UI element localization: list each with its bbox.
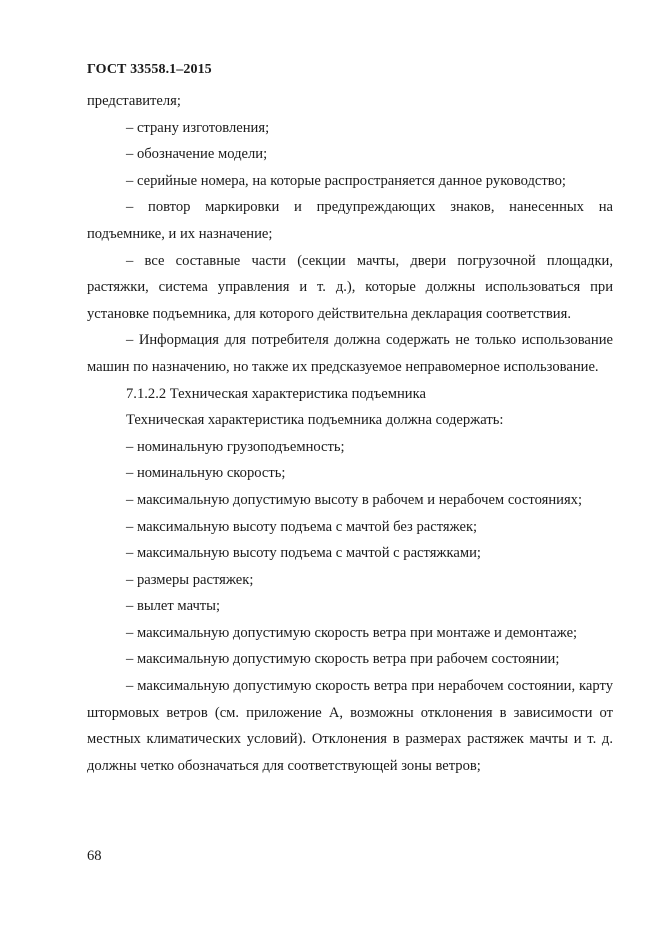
- list-item: – максимальную допустимую скорость ветра при рабочем состоянии;: [126, 651, 560, 668]
- list-item: – максимальную высоту подъема с мачтой без растяжек;: [126, 518, 478, 535]
- list-item: – размеры растяжек;: [126, 571, 254, 588]
- list-item: – вылет мачты;: [126, 598, 221, 615]
- page-number: 68: [87, 848, 102, 864]
- list-item: – повтор маркировки и предупреждающих знаков, нанесенных на подъемнике, и их назначение;: [87, 199, 613, 242]
- list-item: – номинальную скорость;: [126, 465, 286, 482]
- list-item: – все составные части (секции мачты, двери погрузочной площадки, растяжки, система управления и т. д.), которые должны использоваться при установке подъемника, для которого действительна декларация соответствия.: [87, 252, 613, 322]
- list-item: – максимальную допустимую скорость ветра при нерабочем состоянии, карту штормовых ветров (см. приложение А, возможны отклонения в зависимости от местных климатических условий). Отклонения в размерах растяжек мачты и т. д. должны четко обозначаться для соответствующей зоны ветров;: [87, 678, 613, 774]
- standard-header: ГОСТ 33558.1–2015: [87, 62, 212, 77]
- document-body: [87, 88, 613, 779]
- paragraph: Техническая характеристика подъемника должна содержать:: [126, 412, 504, 429]
- list-item: – максимальную допустимую скорость ветра при монтаже и демонтаже;: [126, 624, 578, 641]
- list-item: – номинальную грузоподъемность;: [126, 438, 345, 455]
- section-heading: 7.1.2.2 Техническая характеристика подъемника: [126, 385, 426, 402]
- list-item: – страну изготовления;: [126, 119, 270, 136]
- paragraph: представителя;: [87, 93, 181, 109]
- list-item: – максимальную допустимую высоту в рабочем и нерабочем состояниях;: [126, 491, 583, 508]
- list-item: – серийные номера, на которые распространяется данное руководство;: [126, 172, 566, 189]
- list-item: – обозначение модели;: [126, 146, 268, 163]
- list-item: – Информация для потребителя должна содержать не только использование машин по назначению, но также их предсказуемое неправомерное использование.: [87, 332, 613, 375]
- list-item: – максимальную высоту подъема с мачтой с растяжками;: [126, 545, 481, 562]
